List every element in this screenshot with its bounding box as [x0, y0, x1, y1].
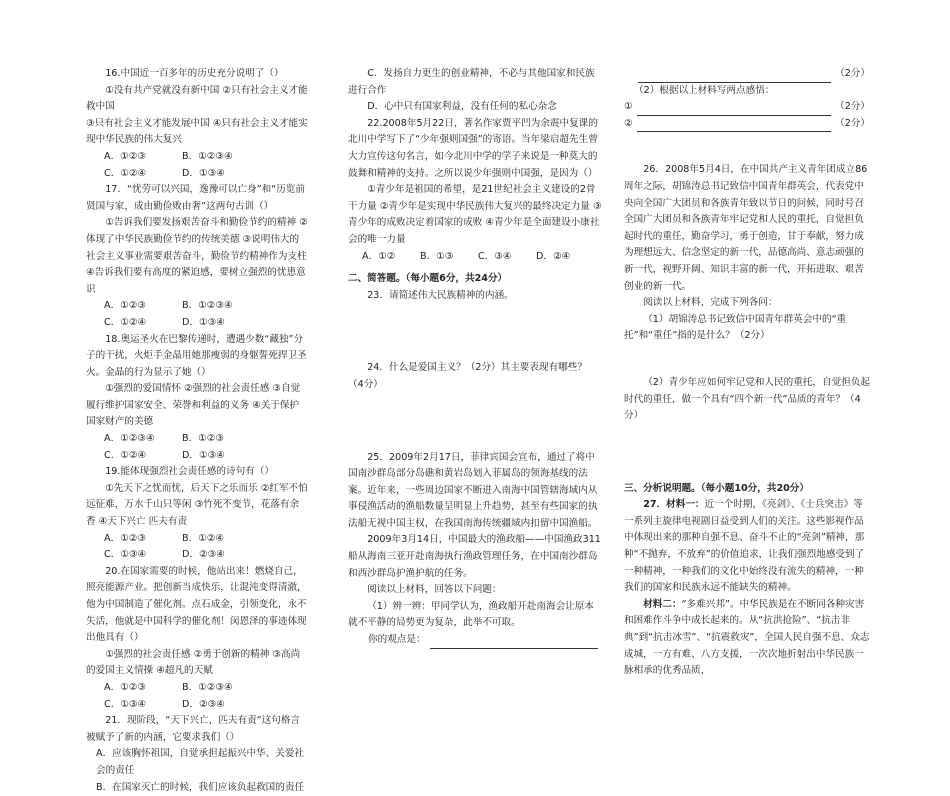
- q21-option-c[interactable]: C．发扬自力更生的创业精神，不必与其他国家和民族进行合作: [348, 68, 595, 96]
- q21-option-d[interactable]: D．心中只有国家利益，没有任何的私心杂念: [367, 101, 557, 113]
- option[interactable]: A．①②③: [104, 681, 146, 693]
- option[interactable]: A．①②③: [104, 150, 146, 162]
- q25-line-2: [624, 116, 870, 133]
- q18-stem: 18.奥运圣火在巴黎传递时，遭遇少数“藏独”分子的干扰，火炬手金晶用她那瘦弱的身躯誓死捍卫圣火。金晶的行为显示了她（）: [86, 333, 307, 378]
- q25-line-1: [624, 99, 870, 116]
- q21-option-b[interactable]: B．在国家灭亡的时候，我们应该负起救国的责任: [96, 781, 305, 793]
- option[interactable]: B．①②④: [182, 532, 224, 544]
- option[interactable]: B．①③: [420, 250, 454, 262]
- material-label: 材料二：: [643, 598, 682, 610]
- option[interactable]: A．①②③: [104, 300, 146, 312]
- q20-stem: 20.在国家需要的时候，他站出来！燃烧自己，照亮能源产业。把创新当成快乐，让混沌变得清澈，他为中国制造了催化剂。点石成金，引领变化，永不失活，他就是中国科学的催化剂！闵恩泽的事迹体现出他具有（）: [86, 565, 307, 644]
- option[interactable]: C．①②④: [104, 449, 147, 461]
- q20-options: [86, 680, 308, 697]
- option[interactable]: D．②④: [536, 250, 571, 262]
- q16-item: ③只有社会主义才能发展中国 ④只有社会主义才能实现中华民族的伟大复兴: [86, 117, 308, 146]
- option[interactable]: C．③④: [478, 250, 512, 262]
- answer-line[interactable]: [638, 70, 831, 83]
- q23-answer-space[interactable]: [348, 304, 602, 360]
- q18-options: [86, 448, 308, 465]
- q21-stem: 21．现阶段，“天下兴亡，匹夫有责”这句格言被赋予了新的内涵，它要求我们（）: [86, 715, 301, 743]
- option[interactable]: A．①②③: [104, 532, 146, 544]
- q19-stem: 19.能体现强烈社会责任感的诗句有（）: [105, 466, 274, 478]
- q25-sub-1: （1）辨一辨：甲同学认为，渔政船开赴南海会让原本就不平静的局势更为复杂，此举不可取。: [348, 600, 594, 629]
- q20-options: [86, 697, 308, 714]
- option[interactable]: B．①②③④: [182, 150, 233, 162]
- q16-item: ①没有共产党就没有新中国 ②只有社会主义才能救中国: [86, 84, 308, 113]
- q22-stem: 22.2008年5月22日，著名作家贾平凹为余震中复课的北川中学写下了“少年强则国强”的寄语。当年梁启超先生曾大力宣传这句名言，如今北川中学的学子来说是一种莫大的鼓舞和精神的支持。之所以说少年强则中国强，是因为（）: [348, 117, 598, 179]
- answer-line[interactable]: [637, 119, 832, 132]
- option[interactable]: B．①②③④: [182, 300, 233, 312]
- q25-sub-2: （2）根据以上材料写两点感悟：: [634, 84, 775, 96]
- option[interactable]: D．①③④: [182, 449, 225, 461]
- q25-line-row: [624, 66, 870, 83]
- option[interactable]: C．①②④: [104, 167, 147, 179]
- option[interactable]: D．②③④: [182, 698, 225, 710]
- line-marker: ②: [624, 117, 633, 129]
- q26-sub-1: （1）胡锦涛总书记致信中国青年群英会中的“重托”和“重任”指的是什么？（2分）: [624, 313, 847, 342]
- q26-sub-2: （2）青少年应如何牢记党和人民的重托，自觉担负起时代的重任，做一个具有“四个新一代”品质的青年？（4分）: [624, 376, 870, 422]
- section-3-heading: 三、分析说明题。（每小题10分，共20分）: [624, 482, 809, 494]
- column-left: [86, 66, 308, 796]
- q22-options: [348, 249, 602, 266]
- answer-label: 你的观点是：: [368, 634, 426, 646]
- q22-item: ①青少年是祖国的希望，是21世纪社会主义建设的2骨干力量 ②青少年是实现中华民族伟大复兴的最终决定力量 ③青少年的成败决定着国家的成败 ④青少年是全面建设小康社会的唯一力量: [348, 184, 602, 245]
- option[interactable]: D．①③④: [182, 316, 225, 328]
- q16-options: [86, 149, 308, 166]
- q21-option-a[interactable]: A．应该胸怀祖国，自觉承担起振兴中华、关爱社会的责任: [96, 748, 305, 776]
- option[interactable]: B．①②③④: [182, 681, 233, 693]
- line-marker: ①: [624, 101, 633, 113]
- q19-options: [86, 531, 308, 548]
- q19-options: [86, 547, 308, 564]
- material-text: 近一个时期，《亮剑》、《士兵突击》等一系列主旋律电视剧日益受到人们的关注。这些影视作品中体现出来的那种自强不息、奋斗不止的“亮剑”精神，那种“不抛弃，不放弃”的价值追求，让我们强烈地感受到了一种精神，一种我们的文化中始终没有流失的精神，一种我们的国家和民族永远不能缺失的精神。: [624, 499, 865, 594]
- q26-answer-space-1[interactable]: [624, 345, 870, 375]
- answer-line[interactable]: [430, 636, 598, 649]
- score-label: （2分）: [835, 68, 870, 79]
- material-label: 27．材料一：: [643, 499, 705, 511]
- section-2-heading: 二、简答题。（每小题6分，共24分）: [348, 273, 508, 285]
- option[interactable]: D．②③④: [182, 549, 225, 561]
- q18-options: [86, 431, 308, 448]
- column-middle: [348, 66, 602, 649]
- answer-line[interactable]: [637, 103, 832, 116]
- q16-stem: 16.中国近一百多年的历史充分说明了（）: [105, 68, 284, 79]
- column-right: [624, 66, 870, 680]
- q25-material-2: 2009年3月14日，中国最大的渔政船——中国渔政311船从海南三亚开赴南海执行渔政管理任务，在中国南沙群岛和西沙群岛护渔护航的任务。: [348, 534, 601, 579]
- q24-stem: 24．什么是爱国主义？（2分）其主要表现有哪些？（4分）: [348, 362, 587, 390]
- option[interactable]: B．①②③: [182, 433, 224, 445]
- q17-stem: 17．“忧劳可以兴国，逸豫可以亡身”和“历览前贤国与家，成由勤俭败由奢”这两句古训（）: [86, 184, 305, 212]
- q17-options: [86, 315, 308, 332]
- q18-item: ①强烈的爱国情怀 ②强烈的社会责任感 ③自觉履行维护国家安全、荣誉和利益的义务 ④关于保护国家财产的美德: [86, 383, 301, 428]
- q17-options: [86, 298, 308, 315]
- q26-material: 26．2008年5月4日，在中国共产主义青年团成立86周年之际，胡锦涛总书记致信中国青年群英会，代表党中央向全国广大团员和各族青年致以节日的问候，同时号召全国广大团员和各族青年牢记党和人民的重托，自觉担负起时代的重任，勤奋学习，勇于创造，甘于奉献，努力成为理想远大、信念坚定的新一代，品德高尚、意志顽强的新一代，视野开阔、知识丰富的新一代，开拓进取、艰苦创业的新一代。: [624, 164, 868, 292]
- q17-item: ①告诉我们要发扬艰苦奋斗和勤俭节约的精神 ②体现了中华民族勤俭节约的传统美德 ③说明伟大的社会主义事业需要艰苦奋斗，勤俭节约精神作为支柱 ④告诉我们要有高度的紧迫感，要树立强烈的忧患意识: [86, 217, 308, 295]
- q20-item: ①强烈的社会责任感 ②勇于创新的精神 ③高尚的爱国主义情操 ④超凡的天赋: [86, 648, 301, 677]
- q23-stem: 23．请简述伟大民族精神的内涵。: [367, 289, 514, 301]
- option[interactable]: A．①②③④: [104, 433, 155, 445]
- q25-prompt: 阅读以上材料，回答以下问题：: [367, 584, 502, 596]
- q16-options: [86, 166, 308, 183]
- q27-material-2: [624, 597, 870, 680]
- option[interactable]: C．①③④: [104, 549, 147, 561]
- q19-item: ①先天下之忧而忧，后天下之乐而乐 ②红军不怕远征难，万水千山只等闲 ③竹死不变节，花落有余香 ④天下兴亡 匹夫有责: [86, 482, 308, 528]
- option[interactable]: D．①③④: [182, 167, 225, 179]
- q27-material-1: [624, 497, 870, 597]
- score-label: （2分）: [835, 117, 870, 129]
- material-text: “多难兴邦”。中华民族是在不断同各种灾害和困难作斗争中成长起来的。从“抗洪抢险”、“抗击非典”到“抗击冰雪”、“抗震救灾”，全国人民自强不息、众志成城，一方有难、八方支援，一次次地折射出中华民族一脉相承的优秀品质，: [624, 598, 870, 677]
- option[interactable]: C．①②④: [104, 316, 147, 328]
- q24-answer-space[interactable]: [348, 394, 602, 450]
- score-label: （2分）: [835, 101, 870, 113]
- option[interactable]: A．①②: [362, 250, 396, 262]
- q25-answer-row: [348, 632, 602, 649]
- option[interactable]: C．①③④: [104, 698, 147, 710]
- q25-material-1: 25．2009年2月17日，菲律宾国会宣布，通过了将中国南沙群岛部分岛礁和黄岩岛划入菲属岛的领海基线的法案。近年来，一些周边国家不断进入南海中国管辖海域内从事侵渔活动的渔船数量呈明显上升趋势，甚至有些国家的执法船无视中国主权，在我国南海传统疆域内扣留中国渔船。: [348, 451, 598, 529]
- q26-prompt: 阅读以上材料，完成下列各问：: [643, 297, 778, 309]
